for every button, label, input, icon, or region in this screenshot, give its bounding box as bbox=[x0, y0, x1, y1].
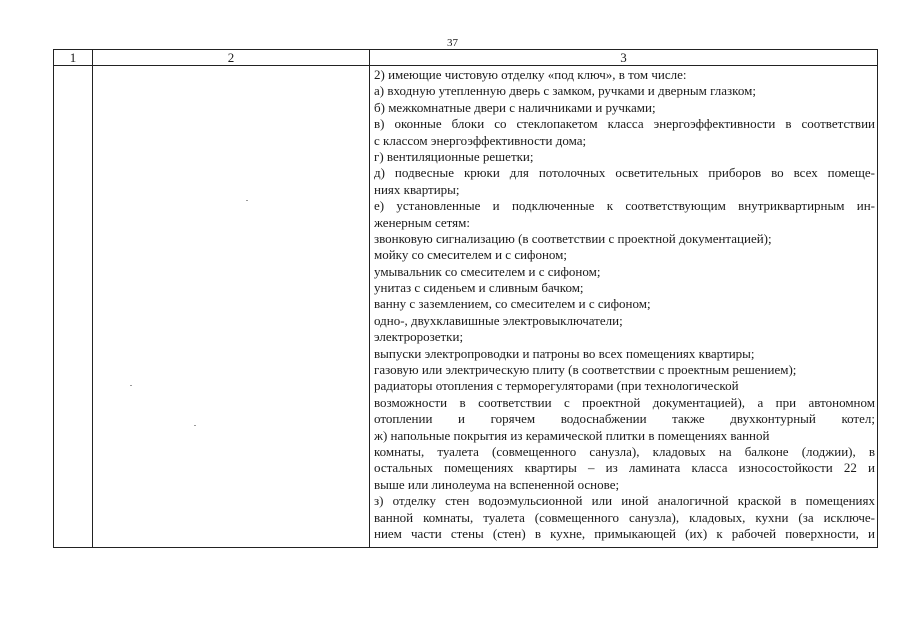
text-line: ниях квартиры; bbox=[374, 181, 460, 197]
text-line: выпуски электропроводки и патроны во всех помещениях квартиры; bbox=[374, 345, 755, 361]
text-line: умывальник со смесителем и с сифоном; bbox=[374, 263, 601, 279]
text-line: электророзетки; bbox=[374, 329, 464, 345]
scan-speck bbox=[194, 425, 196, 426]
table-row bbox=[54, 66, 878, 548]
text-line: радиаторы отопления с терморегуляторами (при технологической bbox=[374, 378, 739, 394]
text-line: в) оконные блоки со стеклопакетом класса энергоэффективности в соответствии bbox=[374, 116, 875, 132]
text-line: выше или линолеума на вспененной основе; bbox=[374, 476, 620, 492]
text-line: унитаз с сиденьем и сливным бачком; bbox=[374, 280, 584, 296]
text-line: возможности в соответствии с проектной документацией), а при автономном bbox=[374, 394, 875, 410]
text-line: 2) имеющие чистовую отделку «под ключ», в том числе: bbox=[374, 67, 687, 82]
text-line: женерным сетям: bbox=[374, 214, 471, 230]
text-line: нием части стены (стен) в кухне, примыкающей (их) к рабочей поверхности, и bbox=[374, 525, 875, 541]
text-line: с классом энергоэффективности дома; bbox=[374, 132, 587, 148]
text-line: газовую или электрическую плиту (в соответствии с проектным решением); bbox=[374, 362, 797, 378]
column-header-1: 1 bbox=[54, 50, 93, 66]
text-line: мойку со смесителем и с сифоном; bbox=[374, 247, 568, 263]
text-line: з) отделку стен водоэмульсионной или иной аналогичной краской в помещениях bbox=[374, 493, 875, 509]
cell-column-2 bbox=[93, 66, 370, 548]
text-line: ж) напольные покрытия из керамической плитки в помещениях ванной bbox=[374, 427, 770, 443]
text-line: остальных помещениях квартиры – из ламината класса износостойкости 22 и bbox=[374, 460, 875, 476]
text-line: комнаты, туалета (совмещенного санузла), кладовых на балконе (лоджии), в bbox=[374, 443, 875, 459]
cell-column-1 bbox=[54, 66, 93, 548]
text-line: д) подвесные крюки для потолочных осветительных приборов во всех помеще- bbox=[374, 165, 875, 181]
text-line: е) установленные и подключенные к соответствующим внутриквартирным ин- bbox=[374, 198, 875, 214]
text-line: ванной комнаты, туалета (совмещенного санузла), кладовых, кухни (за исключе- bbox=[374, 509, 875, 525]
page-number: 37 bbox=[447, 37, 458, 49]
column-header-2: 2 bbox=[93, 50, 370, 66]
scan-speck bbox=[246, 200, 248, 201]
column-3-text bbox=[370, 66, 877, 542]
column-header-3: 3 bbox=[370, 50, 878, 66]
scan-speck bbox=[130, 385, 132, 386]
text-line: а) входную утепленную дверь с замком, ручками и дверным глазком; bbox=[374, 83, 756, 99]
text-line: отоплении и горячем водоснабжении также двухконтурный котел; bbox=[374, 411, 875, 427]
text-line: звонковую сигнализацию (в соответствии с проектной документацией); bbox=[374, 230, 772, 246]
text-line: б) межкомнатные двери с наличниками и ручками; bbox=[374, 99, 656, 115]
header-row bbox=[54, 50, 878, 66]
text-line: г) вентиляционные решетки; bbox=[374, 148, 534, 164]
cell-column-3 bbox=[370, 66, 878, 548]
document-table bbox=[53, 49, 878, 548]
text-line: одно-, двухклавишные электровыключатели; bbox=[374, 312, 623, 328]
text-line: ванну с заземлением, со смесителем и с сифоном; bbox=[374, 296, 651, 312]
